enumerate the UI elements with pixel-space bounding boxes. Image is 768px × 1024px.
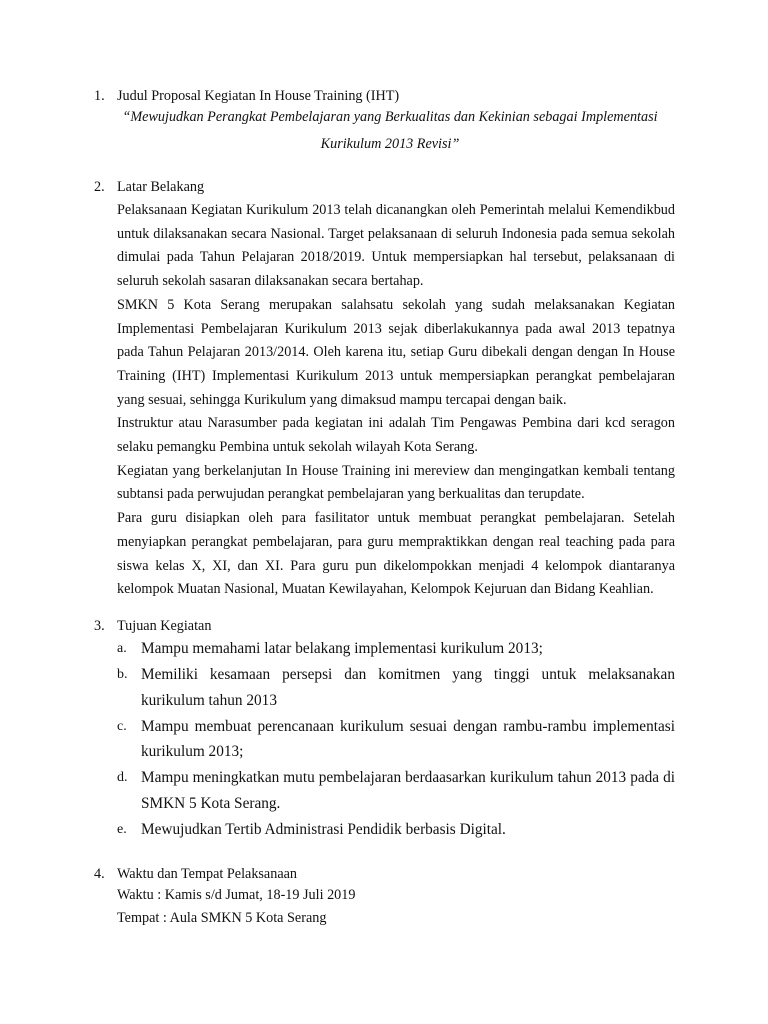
list-item [117, 714, 675, 765]
paragraph: Pelaksanaan Kegiatan Kurikulum 2013 telah dicanangkan oleh Pemerintah melalui Kemendikbud untuk dilaksanakan secara Nasional. Target pelaksanaan di seluruh Indonesia pada semua sekolah dimulai pada Tahun Pelajaran 2018/2019. Untuk mempersiapkan hal tersebut, pelaksanaan di seluruh sekolah sasaran dilaksanakan secara bertahap. [117, 202, 675, 290]
place-line: Tempat : Aula SMKN 5 Kota Serang [117, 910, 327, 926]
time-line: Waktu : Kamis s/d Jumat, 18-19 Juli 2019 [117, 887, 356, 903]
section-2-heading [94, 177, 204, 197]
list-letter: b. [117, 667, 128, 682]
section-title: Tujuan Kegiatan [117, 618, 212, 634]
list-item [117, 636, 675, 662]
list-item [117, 817, 675, 843]
section-1-heading [94, 86, 399, 106]
section-number: 3. [94, 618, 105, 634]
section-3-heading [94, 616, 211, 636]
list-text: Memiliki kesamaan persepsi dan komitmen yang tinggi untuk melaksanakan kurikulum tahun 2013 [141, 666, 675, 709]
section-4-heading [94, 864, 297, 884]
section-number: 4. [94, 866, 105, 882]
paragraph: Kegiatan yang berkelanjutan In House Training ini mereview dan mengingatkan kembali tentang subtansi pada perwujudan perangkat pembelajaran yang berkualitas dan terupdate. [117, 462, 675, 503]
list-text: Mewujudkan Tertib Administrasi Pendidik berbasis Digital. [141, 820, 506, 838]
list-text: Mampu meningkatkan mutu pembelajaran berdaasarkan kurikulum tahun 2013 pada di SMKN 5 Kota Serang. [141, 769, 675, 812]
list-item [117, 662, 675, 713]
schedule-info [117, 884, 675, 930]
list-letter: e. [117, 821, 127, 837]
list-letter: c. [117, 718, 127, 734]
paragraph: SMKN 5 Kota Serang merupakan salahsatu sekolah yang sudah melaksanakan Kegiatan Implementasi Pembelajaran Kurikulum 2013 sejak diberlakukannya pada awal 2013 tepatnya pada Tahun Pelajaran 2013/2014. Oleh karena itu, setiap Guru dibekali dengan dengan In House Training (IHT) Implementasi Kurikulum 2013 untuk mempersiapkan perangkat pembelajaran yang sesuai, sehingga Kurikulum yang dimaksud mampu tercapai dengan baik. [117, 296, 675, 408]
goals-list [117, 636, 675, 843]
list-text: Mampu membuat perencanaan kurikulum sesuai dengan rambu-rambu implementasi kurikulum 2013; [141, 717, 675, 760]
section-number: 2. [94, 179, 105, 195]
paragraph: Para guru disiapkan oleh para fasilitator untuk membuat perangkat pembelajaran. Setelah menyiapkan perangkat pembelajaran, para guru mempraktikkan dengan real teaching pada para siswa kelas X, XI, dan XI. Para guru pun dikelompokkan menjadi 4 kelompok diantaranya kelompok Muatan Nasional, Muatan Kewilayahan, Kelompok Kejuruan dan Bidang Keahlian. [117, 510, 675, 598]
list-letter: a. [117, 641, 127, 656]
proposal-title: “Mewujudkan Perangkat Pembelajaran yang Berkualitas dan Kekinian sebagai Implementasi Kurikulum 2013 Revisi” [122, 109, 658, 152]
section-title: Judul Proposal Kegiatan In House Training (IHT) [117, 88, 400, 104]
section-title: Waktu dan Tempat Pelaksanaan [117, 866, 298, 882]
background-text [117, 199, 675, 602]
list-item [117, 765, 675, 816]
section-title: Latar Belakang [117, 179, 205, 195]
paragraph: Instruktur atau Narasumber pada kegiatan ini adalah Tim Pengawas Pembina dari kcd seragon selaku pemangku Pembina untuk sekolah wilayah Kota Serang. [117, 415, 675, 456]
list-letter: d. [117, 770, 128, 785]
section-number: 1. [94, 88, 105, 104]
list-text: Mampu memahami latar belakang implementasi kurikulum 2013; [141, 640, 543, 657]
